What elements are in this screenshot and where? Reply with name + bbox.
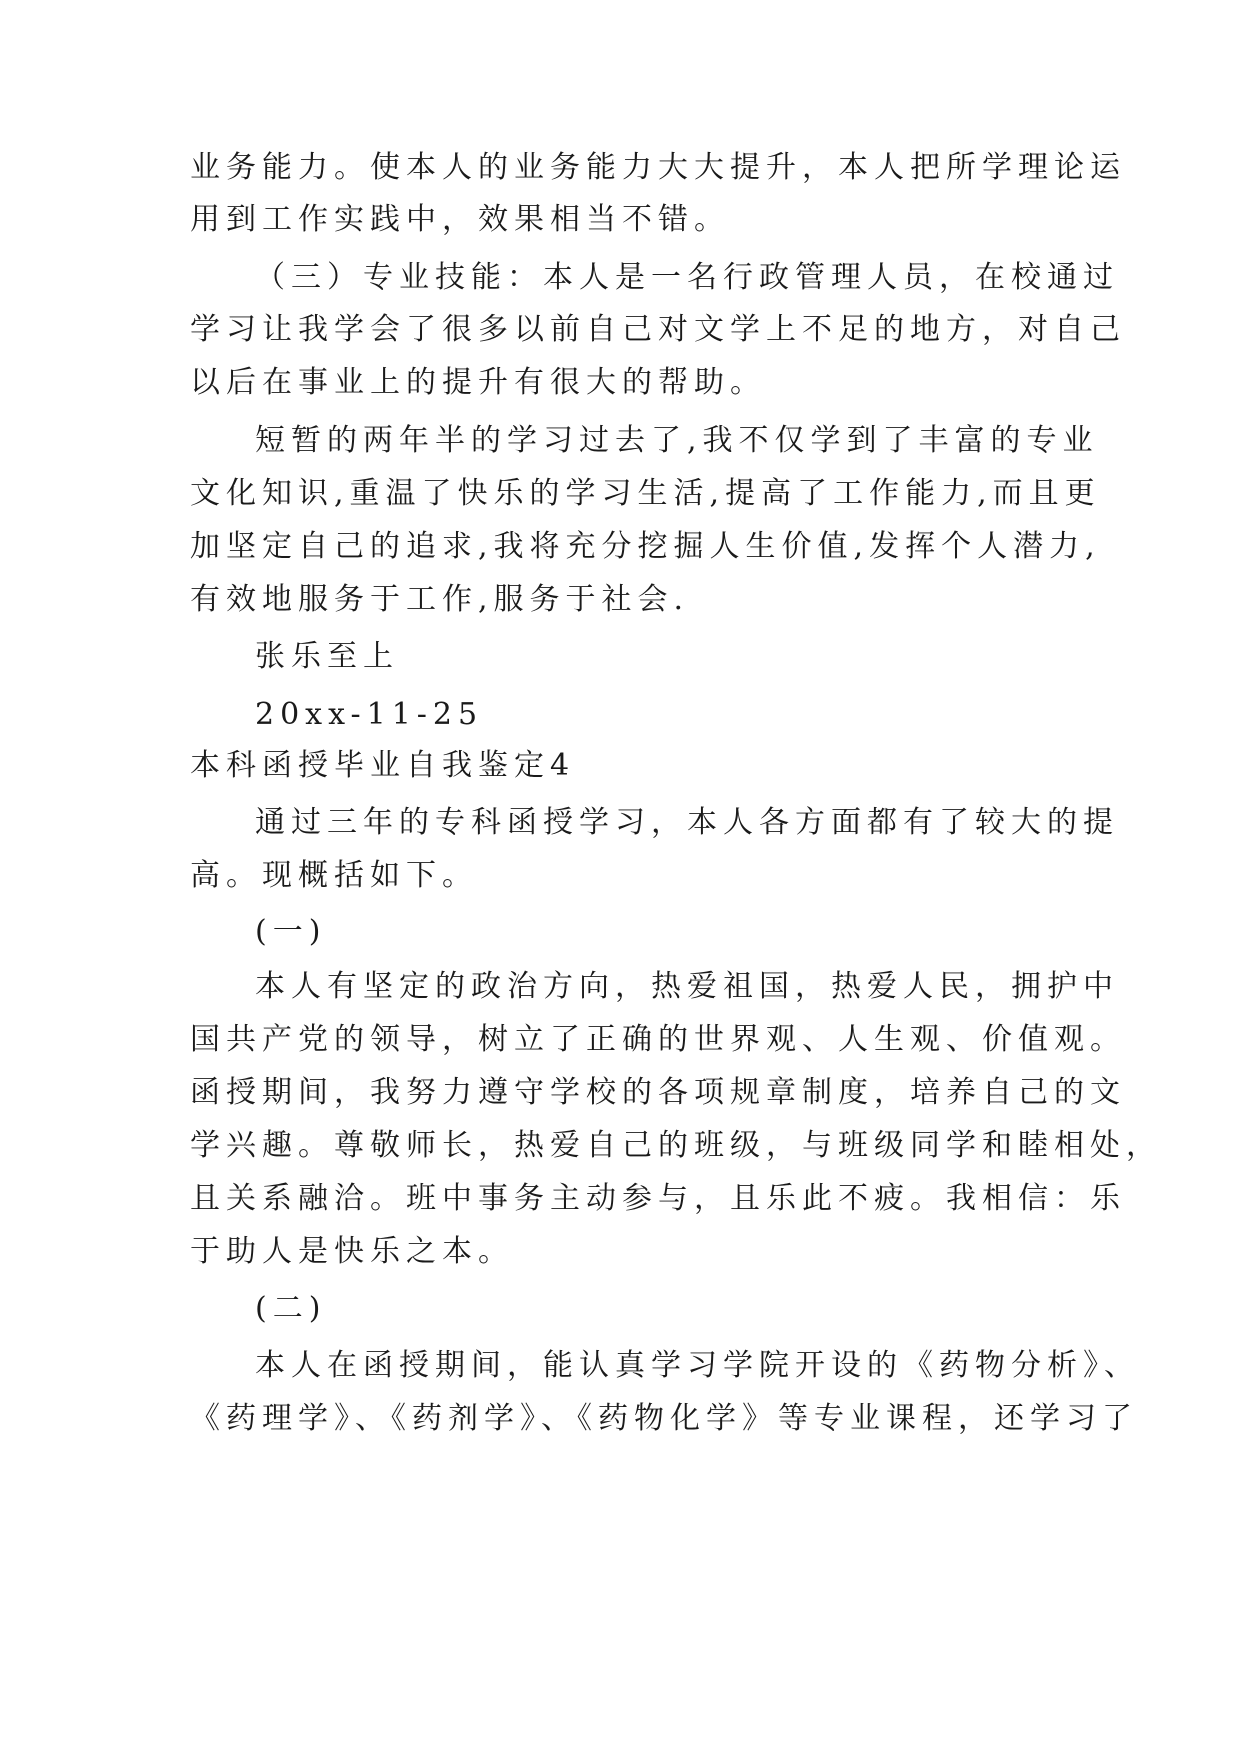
text-line: 高。现概括如下。 (190, 858, 478, 893)
subsection-marker: (一) (255, 914, 327, 949)
signature-date: 20xx-11-25 (255, 697, 484, 732)
text-line: 通过三年的专科函授学习，本人各方面都有了较大的提 (255, 805, 1119, 840)
signature-name: 张乐至上 (255, 639, 399, 674)
text-line: 于助人是快乐之本。 (190, 1234, 514, 1269)
text-line: 国共产党的领导，树立了正确的世界观、人生观、价值观。 (190, 1022, 1126, 1057)
text-line: 以后在事业上的提升有很大的帮助。 (190, 365, 766, 400)
section-heading: 本科函授毕业自我鉴定4 (190, 748, 576, 783)
text-line: 学兴趣。尊敬师长，热爱自己的班级，与班级同学和睦相处， (190, 1128, 1162, 1163)
text-line: 短暂的两年半的学习过去了,我不仅学到了丰富的专业 (255, 423, 1099, 458)
text-line: 加坚定自己的追求,我将充分挖掘人生价值,发挥个人潜力, (190, 529, 1101, 564)
text-line: 函授期间，我努力遵守学校的各项规章制度，培养自己的文 (190, 1075, 1126, 1110)
text-line: 有效地服务于工作,服务于社会. (190, 582, 690, 617)
text-line: 本人在函授期间，能认真学习学院开设的《药物分析》、 (255, 1348, 1140, 1383)
text-line: 且关系融洽。班中事务主动参与，且乐此不疲。我相信：乐 (190, 1181, 1126, 1216)
text-line: （三）专业技能：本人是一名行政管理人员，在校通过 (255, 260, 1119, 295)
text-line: 用到工作实践中，效果相当不错。 (190, 202, 730, 237)
text-line: 业务能力。使本人的业务能力大大提升，本人把所学理论运 (190, 150, 1126, 185)
text-line: 学习让我学会了很多以前自己对文学上不足的地方，对自己 (190, 312, 1126, 347)
text-line: 《药理学》、《药剂学》、《药物化学》等专业课程，还学习了 (190, 1401, 1138, 1436)
text-line: 文化知识,重温了快乐的学习生活,提高了工作能力,而且更 (190, 476, 1101, 511)
subsection-marker: (二) (255, 1291, 327, 1326)
text-line: 本人有坚定的政治方向，热爱祖国，热爱人民，拥护中 (255, 969, 1119, 1004)
